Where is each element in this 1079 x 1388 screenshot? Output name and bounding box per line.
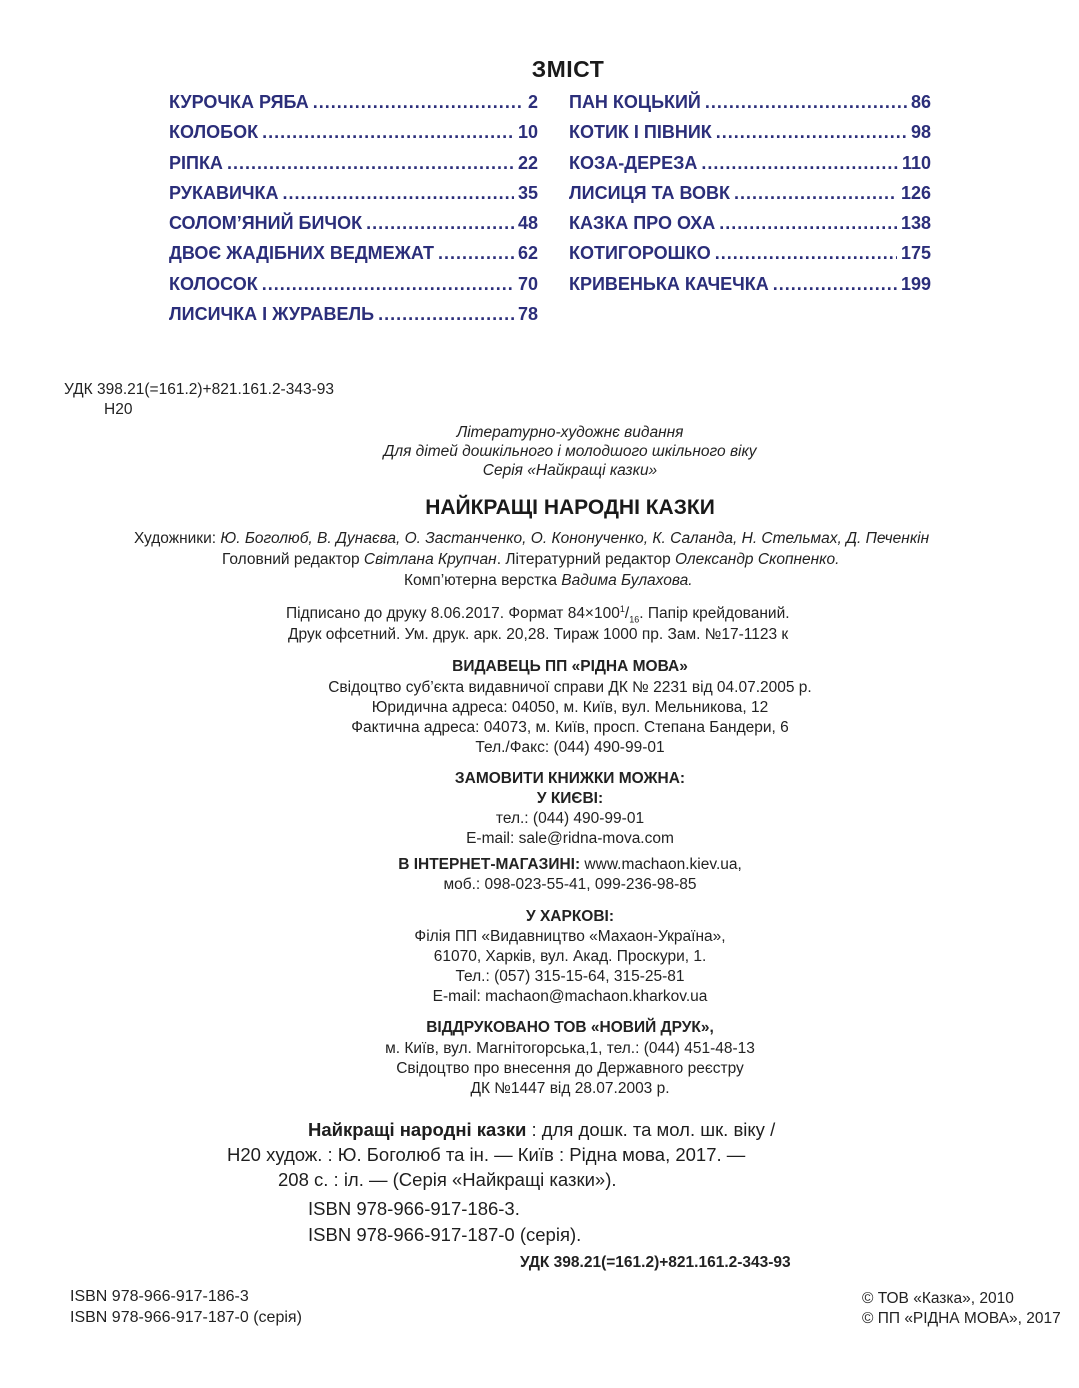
toc-leader-dots — [313, 92, 524, 113]
toc-entry[interactable] — [169, 153, 538, 183]
footer-isbn1: ISBN 978-966-917-186-3 — [70, 1288, 249, 1305]
toc-entry-title: КОТИК І ПІВНИК — [569, 122, 712, 143]
toc-entry-title: КОЛОСОК — [169, 273, 258, 294]
edition-type: Літературно-художнє видання — [456, 424, 684, 441]
online-shop-url[interactable]: www.machaon.kiev.ua, — [580, 856, 742, 873]
toc-entry[interactable] — [569, 213, 931, 243]
toc-entry-page: 78 — [517, 304, 538, 325]
online-shop-label: В ІНТЕРНЕТ-МАГАЗИНІ: — [398, 856, 581, 873]
catalog-isbn1: ISBN 978-966-917-186-3. — [308, 1198, 520, 1219]
layout-label: Комп’ютерна верстка — [404, 572, 557, 589]
toc-leader-dots — [262, 274, 514, 295]
catalog-udk: УДК 398.21(=161.2)+821.161.2-343-93 — [520, 1254, 791, 1271]
toc-entry-page: 98 — [910, 122, 931, 143]
catalog-imprint: худож. : Ю. Боголюб та ін. — Київ : Рідна мова, 2017. — — [260, 1144, 746, 1165]
toc-leader-dots — [366, 213, 514, 234]
toc-entry-page: 22 — [517, 152, 538, 173]
toc-left-column — [169, 92, 538, 334]
publisher-cert: Свідоцтво суб’єкта видавничої справи ДК № 2231 від 04.07.2005 р. — [328, 679, 812, 696]
toc-leader-dots — [716, 122, 907, 143]
catalog-audience: : для дошк. та мол. шк. віку / — [526, 1119, 776, 1140]
toc-leader-dots — [773, 274, 897, 295]
order-online-mobile: моб.: 098-023-55-41, 099-236-98-85 — [443, 876, 697, 893]
toc-leader-dots — [262, 122, 514, 143]
publisher-legal-address: Юридична адреса: 04050, м. Київ, вул. Мельникова, 12 — [371, 699, 769, 716]
toc-entry[interactable] — [169, 243, 538, 273]
order-heading: ЗАМОВИТИ КНИЖКИ МОЖНА: — [454, 770, 686, 787]
toc-entry[interactable] — [169, 122, 538, 152]
order-kharkiv-heading: У ХАРКОВІ: — [526, 908, 614, 925]
toc-entry[interactable] — [569, 183, 931, 213]
print-info-line2: Друк офсетний. Ум. друк. арк. 20,28. Тираж 1000 пр. Зам. №17-1123 к — [288, 626, 789, 643]
toc-leader-dots — [227, 153, 514, 174]
toc-entry-title: КУРОЧКА РЯБА — [169, 92, 309, 112]
toc-entry[interactable] — [169, 304, 538, 334]
printer-cert: Свідоцтво про внесення до Державного реєстру — [396, 1060, 744, 1077]
toc-entry[interactable] — [169, 213, 538, 243]
toc-entry-title: ДВОЄ ЖАДІБНИХ ВЕДМЕЖАТ — [169, 243, 435, 264]
publisher-actual-address: Фактична адреса: 04073, м. Київ, просп. Степана Бандери, 6 — [351, 719, 789, 736]
toc-entry-title: ЛИСИЦЯ ТА ВОВК — [569, 182, 730, 203]
lit-editor-name: Олександр Скопненко. — [675, 551, 840, 568]
toc-entry[interactable] — [569, 243, 931, 273]
toc-leader-dots — [438, 243, 514, 264]
layout-name: Вадима Булахова. — [561, 572, 693, 589]
artists-label: Художники: — [134, 530, 217, 547]
order-kharkiv-address: 61070, Харків, вул. Акад. Проскури, 1. — [433, 948, 707, 965]
artists-line — [134, 530, 929, 548]
toc-entry-title: КРИВЕНЬКА КАЧЕЧКА — [569, 273, 769, 294]
toc-entry-page: 62 — [517, 243, 538, 264]
toc-entry-title: РІПКА — [169, 152, 223, 173]
editors-line — [222, 551, 839, 569]
catalog-title: Найкращі народні казки — [308, 1119, 527, 1140]
catalog-isbn2: ISBN 978-966-917-187-0 (серія). — [308, 1224, 582, 1245]
paper-type-text: . Папір крейдований. — [639, 605, 790, 623]
printer-cert-number: ДК №1447 від 28.07.2003 р. — [470, 1080, 670, 1097]
toc-entry[interactable] — [169, 274, 538, 304]
toc-entry[interactable] — [569, 122, 931, 152]
toc-entry-page: 48 — [517, 213, 538, 234]
toc-leader-dots — [715, 243, 897, 264]
order-kharkiv-branch: Філія ПП «Видавництво «Махаон-Україна», — [414, 928, 726, 945]
udk-code: УДК 398.21(=161.2)+821.161.2-343-93 — [64, 381, 334, 398]
order-kyiv-heading: У КИЄВІ: — [536, 790, 604, 807]
toc-entry-page: 199 — [900, 273, 931, 294]
toc-leader-dots — [719, 213, 897, 234]
toc-entry[interactable] — [169, 92, 538, 122]
toc-entry-title: КОЛОБОК — [169, 122, 259, 143]
toc-entry-page: 138 — [900, 213, 931, 234]
toc-entry-page: 2 — [527, 92, 538, 112]
toc-entry-page: 86 — [910, 92, 931, 112]
print-format-text: Підписано до друку 8.06.2017. Формат 84×100 — [286, 605, 620, 623]
edition-series: Серія «Найкращі казки» — [482, 462, 658, 479]
toc-leader-dots — [701, 153, 898, 174]
author-mark: Н20 — [104, 401, 133, 418]
chief-editor-name: Світлана Крупчан — [363, 551, 497, 568]
toc-leader-dots — [734, 183, 897, 204]
order-kharkiv-phone: Тел.: (057) 315-15-64, 315-25-81 — [455, 968, 685, 985]
toc-entry-page: 35 — [517, 182, 538, 203]
copyright-ridna-mova: © ПП «РІДНА МОВА», 2017 — [862, 1310, 1061, 1327]
catalog-line2 — [227, 1144, 745, 1166]
toc-entry[interactable] — [569, 153, 931, 183]
toc-entry-title: ПАН КОЦЬКИЙ — [569, 92, 701, 112]
toc-entry-title: КОЗА-ДЕРЕЗА — [569, 152, 698, 173]
toc-entry-page: 175 — [900, 243, 931, 264]
order-kyiv-phone: тел.: (044) 490-99-01 — [495, 810, 645, 827]
footer-isbn2: ISBN 978-966-917-187-0 (серія) — [70, 1309, 302, 1326]
book-title: НАЙКРАЩІ НАРОДНІ КАЗКИ — [425, 496, 715, 519]
order-online-shop — [270, 856, 870, 874]
toc-entry[interactable] — [169, 183, 538, 213]
publisher-name: ВИДАВЕЦЬ ПП «РІДНА МОВА» — [452, 658, 688, 675]
copyright-kazka: © ТОВ «Казка», 2010 — [862, 1290, 1014, 1307]
toc-entry-title: КОТИГОРОШКО — [569, 243, 711, 264]
toc-leader-dots — [378, 304, 514, 325]
toc-entry-title: КАЗКА ПРО ОХА — [569, 213, 716, 234]
publisher-phone: Тел./Факс: (044) 490-99-01 — [475, 739, 665, 756]
toc-entry-title: СОЛОМ’ЯНИЙ БИЧОК — [169, 213, 363, 234]
toc-entry-page: 10 — [517, 122, 538, 143]
catalog-mark: Н20 — [227, 1144, 261, 1165]
catalog-line3: 208 с. : іл. — (Серія «Найкращі казки»). — [278, 1169, 617, 1190]
toc-leader-dots — [705, 92, 907, 113]
toc-entry-title: РУКАВИЧКА — [169, 182, 279, 203]
toc-entry[interactable] — [569, 92, 931, 122]
edition-audience: Для дітей дошкільного і молодшого шкільного віку — [383, 443, 757, 460]
toc-entry[interactable] — [569, 274, 931, 304]
toc-entry-page: 110 — [901, 152, 931, 173]
format-denominator: 16 — [629, 614, 640, 625]
print-info-line1 — [286, 604, 790, 624]
toc-entry-page: 70 — [517, 273, 538, 294]
toc-right-column — [569, 92, 931, 304]
layout-line — [404, 572, 693, 590]
toc-leader-dots — [283, 183, 514, 204]
format-slash: / — [624, 605, 630, 623]
chief-editor-label: Головний редактор — [222, 551, 360, 568]
order-kharkiv-email[interactable]: E-mail: machaon@machaon.kharkov.ua — [432, 988, 708, 1005]
format-numerator: 1 — [619, 604, 625, 614]
catalog-title-line — [308, 1119, 775, 1141]
lit-editor-label: . Літературний редактор — [496, 551, 671, 568]
printer-name: ВІДДРУКОВАНО ТОВ «НОВИЙ ДРУК», — [426, 1019, 714, 1036]
toc-entry-title: ЛИСИЧКА І ЖУРАВЕЛЬ — [169, 304, 375, 325]
printer-address: м. Київ, вул. Магнітогорська,1, тел.: (044) 451-48-13 — [385, 1040, 755, 1057]
artists-names: Ю. Боголюб, В. Дунаєва, О. Застанченко, О. Кононученко, К. Саланда, Н. Стельмах, Д. Печенкін — [220, 530, 930, 547]
toc-title: ЗМІСТ — [531, 56, 605, 82]
order-kyiv-email[interactable]: E-mail: sale@ridna-mova.com — [466, 830, 674, 847]
toc-entry-page: 126 — [900, 182, 931, 203]
